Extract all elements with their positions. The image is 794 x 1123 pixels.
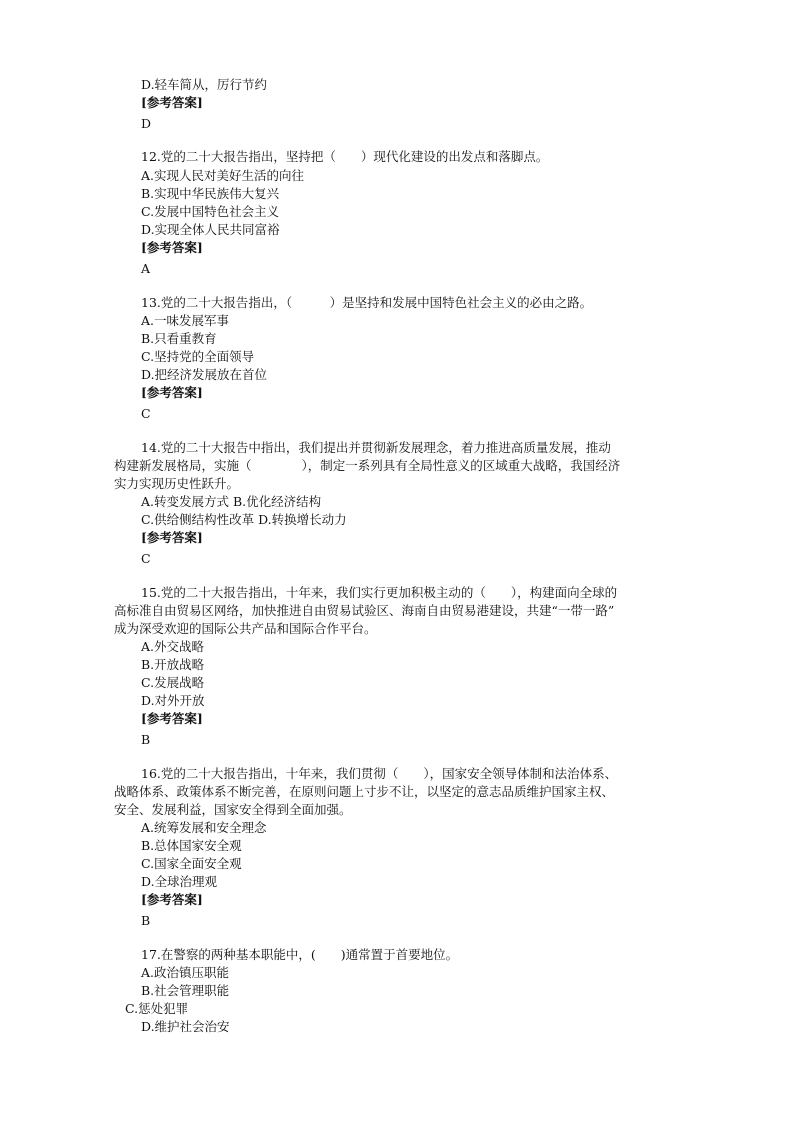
question-13-option-c: C.坚持党的全面领导 [141,349,255,364]
question-13-answer-label: [参考答案] [141,385,203,400]
question-13-option-a: A.一味发展军事 [141,313,230,328]
question-17-text: 17.在警察的两种基本职能中，( )通常置于首要地位。 [141,947,459,962]
question-12-option-d: D.实现全体人民共同富裕 [141,222,280,237]
question-13-text: 13.党的二十大报告指出，（ ）是坚持和发展中国特色社会主义的必由之路。 [141,295,593,310]
question-15-text-line-3: 成为深受欢迎的国际公共产品和国际合作平台。 [114,621,377,636]
question-14-answer-label: [参考答案] [141,530,203,545]
question-12-text: 12.党的二十大报告指出，坚持把（ ）现代化建设的出发点和落脚点。 [141,149,549,164]
question-16-option-a: A.统筹发展和安全理念 [141,820,267,835]
question-13-answer: C [141,406,151,421]
answer-value: D [141,116,152,131]
question-14-answer: C [141,551,151,566]
question-16-text-line-3: 安全、发展利益，国家安全得到全面加强。 [114,802,352,817]
question-14-text-line-1: 14.党的二十大报告中指出，我们提出并贯彻新发展理念，着力推进高质量发展，推动 [141,440,611,455]
question-15-option-b: B.开放战略 [141,657,205,672]
question-15-option-d: D.对外开放 [141,693,205,708]
question-17-option-a: A.政治镇压职能 [141,965,230,980]
question-16-text-line-2: 战略体系、政策体系不断完善，在原则问题上寸步不让，以坚定的意志品质维护国家主权、 [114,784,615,799]
question-16-answer-label: [参考答案] [141,892,203,907]
question-14-text-line-3: 实力实现历史性跃升。 [114,476,240,491]
question-16-option-d: D.全球治理观 [141,874,218,889]
question-15-option-c: C.发展战略 [141,675,205,690]
question-17-option-d: D.维护社会治安 [141,1019,230,1034]
question-12-option-b: B.实现中华民族伟大复兴 [141,186,280,201]
question-12-answer-label: [参考答案] [141,240,203,255]
question-17-option-c: C.惩处犯罪 [125,1001,189,1016]
question-17-option-b: B.社会管理职能 [141,983,230,998]
question-13-option-d: D.把经济发展放在首位 [141,367,268,382]
question-15-answer-label: [参考答案] [141,711,203,726]
answer-label: [参考答案] [141,95,203,110]
question-14-options-cd: C.供给侧结构性改革 D.转换增长动力 [141,512,347,527]
question-16-option-b: B.总体国家安全观 [141,838,242,853]
question-15-text-line-2: 高标准自由贸易区网络，加快推进自由贸易试验区、海南自由贸易港建设，共建“一带一路” [114,603,615,618]
question-13-option-b: B.只看重教育 [141,331,217,346]
question-14-text-line-2: 构建新发展格局，实施（ ），制定一系列具有全局性意义的区域重大战略，我国经济 [114,458,621,473]
question-16-option-c: C.国家全面安全观 [141,856,242,871]
question-15-answer: B [141,732,151,747]
question-15-option-a: A.外交战略 [141,639,205,654]
question-16-text-line-1: 16.党的二十大报告指出，十年来，我们贯彻（ ），国家安全领导体制和法治体系、 [141,766,618,781]
question-12-answer: A [141,261,151,276]
question-14-options-ab: A.转变发展方式 B.优化经济结构 [141,494,322,509]
option-d: D.轻车简从，厉行节约 [141,77,268,92]
question-16-answer: B [141,913,151,928]
question-15-text-line-1: 15.党的二十大报告指出，十年来，我们实行更加积极主动的（ ），构建面向全球的 [141,585,618,600]
question-12-option-c: C.发展中国特色社会主义 [141,204,280,219]
question-12-option-a: A.实现人民对美好生活的向往 [141,168,305,183]
